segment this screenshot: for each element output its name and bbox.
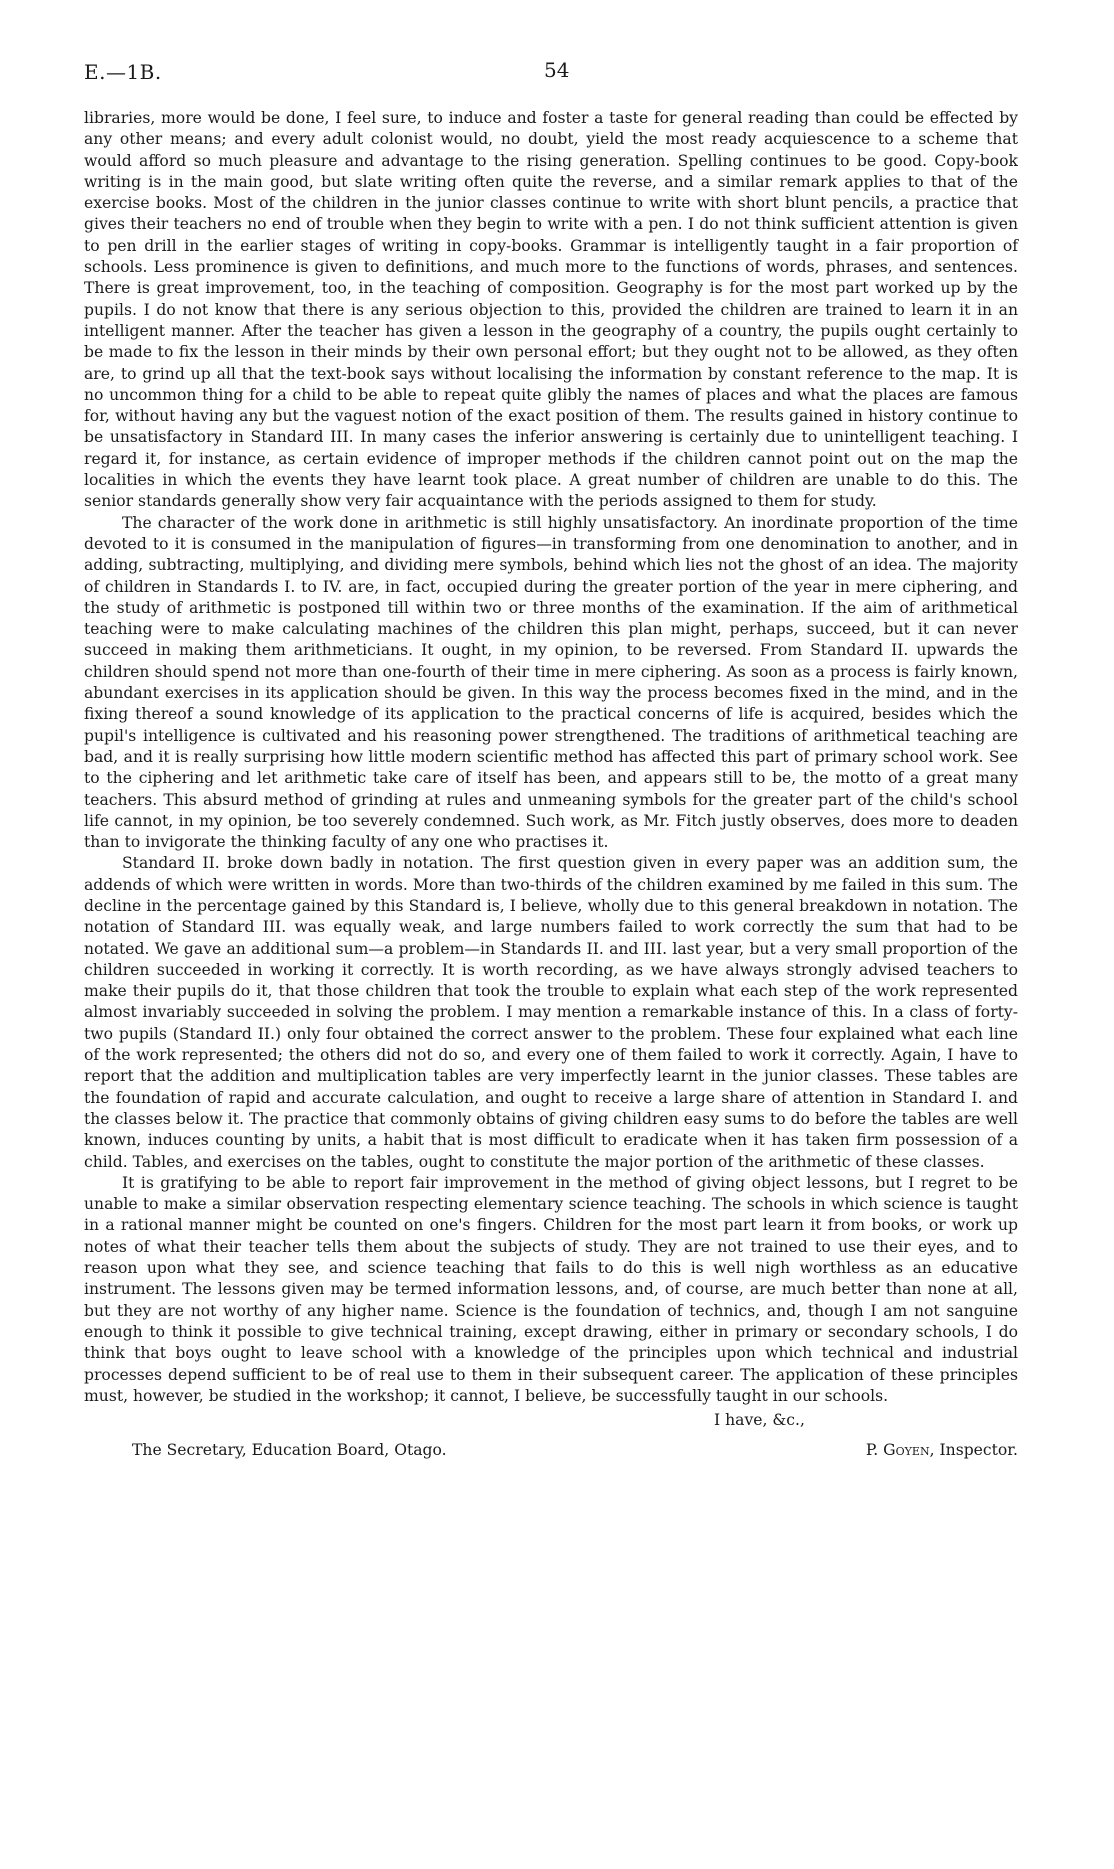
document-page: [84, 56, 1018, 1469]
letter-closing: [84, 1409, 1018, 1469]
paragraph-reading-spelling-geography: libraries, more would be done, I feel sure, to induce and foster a taste for general reading than could be effected by any other means; and every adult colonist would, no doubt, yield the most ready acquiescence to a scheme that would afford so much pleasure and advantage to the rising generation. Spelling continues to be good. Copy-book writing is in the main good, but slate writing often quite the reverse, and a similar remark applies to that of the exercise books. Most of the children in the junior classes continue to write with short blunt pencils, a practice that gives their teachers no end of trouble when they begin to write with a pen. I do not think sufficient attention is given to pen drill in the earlier stages of writing in copy-books. Grammar is intelligently taught in a fair proportion of schools. Less prominence is given to definitions, and much more to the functions of words, phrases, and sentences. There is great improvement, too, in the teaching of composition. Geography is for the most part worked up by the pupils. I do not know that there is any serious objection to this, provided the children are trained to learn it in an intelligent manner. After the teacher has given a lesson in the geography of a country, the pupils ought certainly to be made to fix the lesson in their minds by their own personal effort; but they ought not to be allowed, as they often are, to grind up all that the text-book says without localising the information by constant reference to the map. It is no uncommon thing for a child to be able to repeat quite glibly the names of places and what the places are famous for, without having any but the vaguest notion of the exact position of them. The results gained in history continue to be unsatisfactory in Standard III. In many cases the inferior answering is certainly due to unintelligent teaching. I regard it, for instance, as certain evidence of improper methods if the children cannot point out on the map the localities in which the events they have learnt took place. A great number of children are unable to do this. The senior standards generally show very fair acquaintance with the periods assigned to them for study.: [84, 109, 1018, 511]
signature: [866, 1439, 1018, 1461]
paragraph-arithmetic: The character of the work done in arithmetic is still highly unsatisfactory. An inordinate proportion of the time devoted to it is consumed in the manipulation of figures—in transforming from one denomination to another, and in adding, subtracting, multiplying, and dividing mere symbols, behind which lies not the ghost of an idea. The majority of children in Standards I. to IV. are, in fact, occupied during the greater portion of the year in mere ciphering, and the study of arithmetic is postponed till within two or three months of the examination. If the aim of arithmetical teaching were to make calculating machines of the children this plan might, perhaps, succeed, but it can never succeed in making them arithmeticians. It ought, in my opinion, to be reversed. From Standard II. upwards the children should spend not more than one-fourth of their time in mere ciphering. As soon as a process is fairly known, abundant exercises in its application should be given. In this way the process becomes fixed in the mind, and in the fixing thereof a sound knowledge of its application to the practical concerns of life is acquired, besides which the pupil's intelligence is cultivated and his reasoning power strengthened. The traditions of arithmetical teaching are bad, and it is really surprising how little modern scientific method has affected this part of primary school work. See to the ciphering and let arithmetic take care of itself has been, and appears still to be, the motto of a great many teachers. This absurd method of grinding at rules and unmeaning symbols for the greater part of the child's school life cannot, in my opinion, be too severely condemned. Such work, as Mr. Fitch justly observes, does more to deaden than to invigorate the thinking faculty of any one who practises it.: [84, 513, 1018, 852]
closing-salutation: I have, &c.,: [714, 1411, 805, 1430]
page-header: [84, 56, 1018, 96]
report-body: [84, 108, 1018, 1407]
paragraph-notation: Standard II. broke down badly in notation. The first question given in every paper was an addition sum, the addends of which were written in words. More than two-thirds of the children examined by me failed in this sum. The decline in the percentage gained by this Standard is, I believe, wholly due to this general breakdown in notation. The notation of Standard III. was equally weak, and large numbers failed to work correctly the sum that had to be notated. We gave an additional sum—a problem—in Standards II. and III. last year, but a very small proportion of the children succeeded in working it correctly. It is worth recording, as we have always strongly advised teachers to make their pupils do it, that those children that took the trouble to explain what each step of the work represented almost invariably succeeded in solving the problem. I may mention a remarkable instance of this. In a class of forty-two pupils (Standard II.) only four obtained the correct answer to the problem. These four explained what each line of the work represented; the others did not do so, and every one of them failed to work it correctly. Again, I have to report that the addition and multiplication tables are very imperfectly learnt in the junior classes. These tables are the foundation of rapid and accurate calculation, and ought to receive a large share of attention in Standard I. and the classes below it. The practice that commonly obtains of giving children easy sums to do before the tables are well known, induces counting by units, a habit that is most difficult to eradicate when it has taken firm possession of a child. Tables, and exercises on the tables, ought to constitute the major portion of the arithmetic of these classes.: [84, 854, 1018, 1171]
page-number: 54: [544, 58, 570, 82]
signature-title: , Inspector.: [929, 1441, 1018, 1460]
paragraph-science-teaching: It is gratifying to be able to report fair improvement in the method of giving object lessons, but I regret to be unable to make a similar observation respecting elementary science teaching. The schools in which science is taught in a rational manner might be counted on one's fingers. Children for the most part learn it from books, or work up notes of what their teacher tells them about the subjects of study. They are not trained to use their eyes, and to reason upon what they see, and science teaching that fails to do this is well nigh worthless as an educative instrument. The lessons given may be termed information lessons, and, of course, are much better than none at all, but they are not worthy of any higher name. Science is the foundation of technics, and, though I am not sanguine enough to think it possible to give technical training, except drawing, either in primary or secondary schools, I do think that boys ought to leave school with a knowledge of the principles upon which technical and industrial processes depend sufficient to be of real use to them in their subsequent career. The application of these principles must, however, be studied in the workshop; it cannot, I believe, be successfully taught in our schools.: [84, 1173, 1018, 1405]
signature-name: Goyen: [883, 1441, 930, 1460]
document-reference: E.—1B.: [84, 60, 162, 84]
addressee: The Secretary, Education Board, Otago.: [132, 1441, 447, 1460]
signature-initial: P.: [865, 1441, 879, 1460]
